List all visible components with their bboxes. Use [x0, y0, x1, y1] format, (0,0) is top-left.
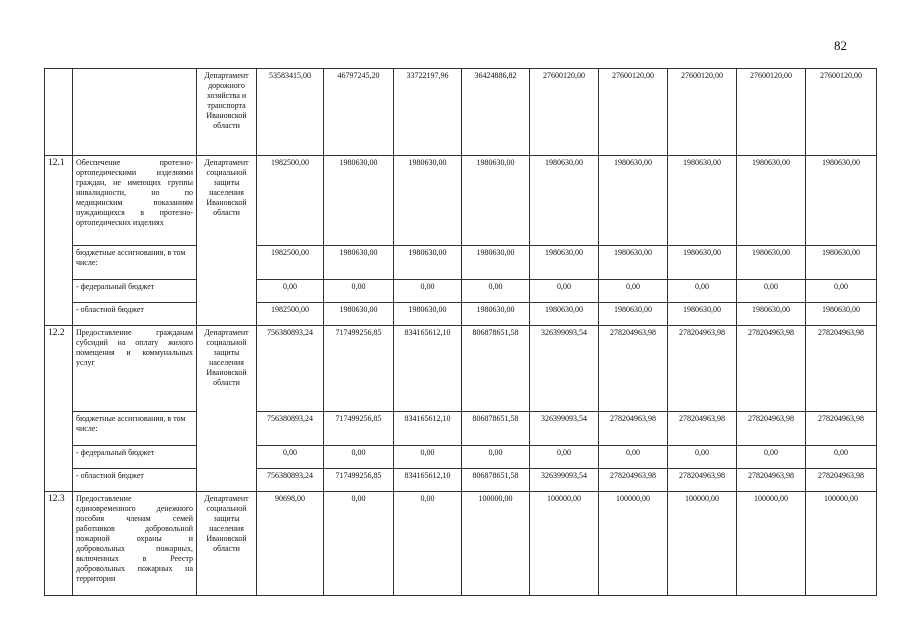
value-cell: 278204963,98	[668, 412, 737, 446]
table-subrow	[45, 280, 877, 303]
value-cell: 0,00	[668, 446, 737, 469]
value-cell: 0,00	[394, 446, 462, 469]
row-number: 12.3	[45, 492, 73, 596]
table-subrow	[45, 469, 877, 492]
value-cell: 27600120,00	[737, 69, 806, 156]
value-cell: 1980630,00	[530, 156, 599, 246]
value-cell: 27600120,00	[806, 69, 877, 156]
value-cell: 0,00	[257, 280, 324, 303]
value-cell: 278204963,98	[806, 326, 877, 412]
value-cell: 0,00	[737, 280, 806, 303]
value-cell: 0,00	[806, 446, 877, 469]
value-cell: 278204963,98	[599, 469, 668, 492]
value-cell: 756380893,24	[257, 469, 324, 492]
subrow-label: бюджетные ассигнования, в том числе:	[73, 412, 197, 446]
value-cell: 1980630,00	[737, 156, 806, 246]
value-cell: 806878651,58	[462, 412, 530, 446]
table-row	[45, 156, 877, 246]
row-number	[45, 69, 73, 156]
value-cell: 27600120,00	[530, 69, 599, 156]
value-cell: 33722197,96	[394, 69, 462, 156]
table-subrow	[45, 246, 877, 280]
table-subrow	[45, 446, 877, 469]
value-cell: 46797245,20	[324, 69, 394, 156]
value-cell: 27600120,00	[599, 69, 668, 156]
value-cell: 0,00	[394, 280, 462, 303]
value-cell: 100000,00	[530, 492, 599, 596]
row-department: Департамент социальной защиты населения Ивановской области	[197, 156, 257, 326]
row-department: Департамент дорожного хозяйства и транспорта Ивановской области	[197, 69, 257, 156]
subrow-label: - областной бюджет	[73, 469, 197, 492]
value-cell: 1980630,00	[806, 246, 877, 280]
subrow-label: - областной бюджет	[73, 303, 197, 326]
value-cell: 278204963,98	[806, 412, 877, 446]
value-cell: 278204963,98	[737, 326, 806, 412]
value-cell: 1980630,00	[324, 156, 394, 246]
value-cell: 0,00	[599, 280, 668, 303]
value-cell: 278204963,98	[599, 326, 668, 412]
row-description	[73, 69, 197, 156]
subrow-label: - федеральный бюджет	[73, 446, 197, 469]
value-cell: 100000,00	[806, 492, 877, 596]
table-row	[45, 69, 877, 156]
value-cell: 278204963,98	[737, 469, 806, 492]
value-cell: 806878651,58	[462, 469, 530, 492]
value-cell: 326399093,54	[530, 469, 599, 492]
value-cell: 36424886,82	[462, 69, 530, 156]
value-cell: 717499256,85	[324, 469, 394, 492]
subrow-label: бюджетные ассигнования, в том числе:	[73, 246, 197, 280]
row-number: 12.1	[45, 156, 73, 326]
value-cell: 1980630,00	[530, 246, 599, 280]
value-cell: 1980630,00	[806, 156, 877, 246]
value-cell: 0,00	[737, 446, 806, 469]
value-cell: 326399093,54	[530, 326, 599, 412]
value-cell: 278204963,98	[599, 412, 668, 446]
value-cell: 1980630,00	[462, 156, 530, 246]
value-cell: 278204963,98	[737, 412, 806, 446]
value-cell: 1980630,00	[394, 303, 462, 326]
value-cell: 1982500,00	[257, 303, 324, 326]
value-cell: 0,00	[668, 280, 737, 303]
value-cell: 1980630,00	[737, 303, 806, 326]
value-cell: 90698,00	[257, 492, 324, 596]
value-cell: 1980630,00	[394, 246, 462, 280]
table-row	[45, 492, 877, 596]
value-cell: 1980630,00	[668, 156, 737, 246]
table-subrow	[45, 303, 877, 326]
value-cell: 834165612,10	[394, 326, 462, 412]
row-number: 12.2	[45, 326, 73, 492]
value-cell: 806878651,58	[462, 326, 530, 412]
value-cell: 0,00	[394, 492, 462, 596]
value-cell: 1980630,00	[324, 303, 394, 326]
page-number: 82	[834, 38, 847, 53]
value-cell: 1980630,00	[530, 303, 599, 326]
value-cell: 0,00	[324, 492, 394, 596]
value-cell: 27600120,00	[668, 69, 737, 156]
value-cell: 1982500,00	[257, 246, 324, 280]
row-department: Департамент социальной защиты населения Ивановской области	[197, 492, 257, 596]
row-description: Предоставление гражданам субсидий на оплату жилого помещения и коммунальных услуг	[73, 326, 197, 412]
row-description: Предоставление единовременного денежного пособия членам семей работников добровольной пожарной охраны и добровольных пожарных, включенных в Реестр добровольных пожарных на территории	[73, 492, 197, 596]
row-department: Департамент социальной защиты населения Ивановской области	[197, 326, 257, 492]
value-cell: 278204963,98	[668, 326, 737, 412]
value-cell: 0,00	[599, 446, 668, 469]
value-cell: 1980630,00	[806, 303, 877, 326]
value-cell: 1980630,00	[462, 246, 530, 280]
value-cell: 100000,00	[737, 492, 806, 596]
budget-table	[44, 68, 877, 596]
value-cell: 1980630,00	[599, 303, 668, 326]
subrow-label: - федеральный бюджет	[73, 280, 197, 303]
table-body	[45, 69, 877, 596]
value-cell: 1980630,00	[668, 246, 737, 280]
value-cell: 326399093,54	[530, 412, 599, 446]
value-cell: 1980630,00	[599, 156, 668, 246]
value-cell: 1980630,00	[668, 303, 737, 326]
value-cell: 0,00	[530, 446, 599, 469]
value-cell: 1980630,00	[462, 303, 530, 326]
value-cell: 834165612,10	[394, 412, 462, 446]
value-cell: 717499256,85	[324, 412, 394, 446]
value-cell: 53583415,00	[257, 69, 324, 156]
value-cell: 1980630,00	[394, 156, 462, 246]
value-cell: 278204963,98	[806, 469, 877, 492]
value-cell: 0,00	[806, 280, 877, 303]
value-cell: 0,00	[462, 446, 530, 469]
value-cell: 756380893,24	[257, 326, 324, 412]
value-cell: 1980630,00	[599, 246, 668, 280]
value-cell: 756380893,24	[257, 412, 324, 446]
value-cell: 0,00	[324, 280, 394, 303]
value-cell: 1982500,00	[257, 156, 324, 246]
value-cell: 834165612,10	[394, 469, 462, 492]
value-cell: 0,00	[530, 280, 599, 303]
row-description: Обеспечение протезно-ортопедическими изделиями граждан, не имеющих группы инвалидности, но по медицинским показаниям нуждающихся в протезно-ортопедических изделиях	[73, 156, 197, 246]
value-cell: 0,00	[324, 446, 394, 469]
value-cell: 1980630,00	[737, 246, 806, 280]
value-cell: 0,00	[462, 280, 530, 303]
value-cell: 1980630,00	[324, 246, 394, 280]
table-subrow	[45, 412, 877, 446]
value-cell: 0,00	[257, 446, 324, 469]
value-cell: 717499256,85	[324, 326, 394, 412]
table-row	[45, 326, 877, 412]
value-cell: 100000,00	[668, 492, 737, 596]
value-cell: 278204963,98	[668, 469, 737, 492]
value-cell: 100000,00	[599, 492, 668, 596]
value-cell: 100000,00	[462, 492, 530, 596]
